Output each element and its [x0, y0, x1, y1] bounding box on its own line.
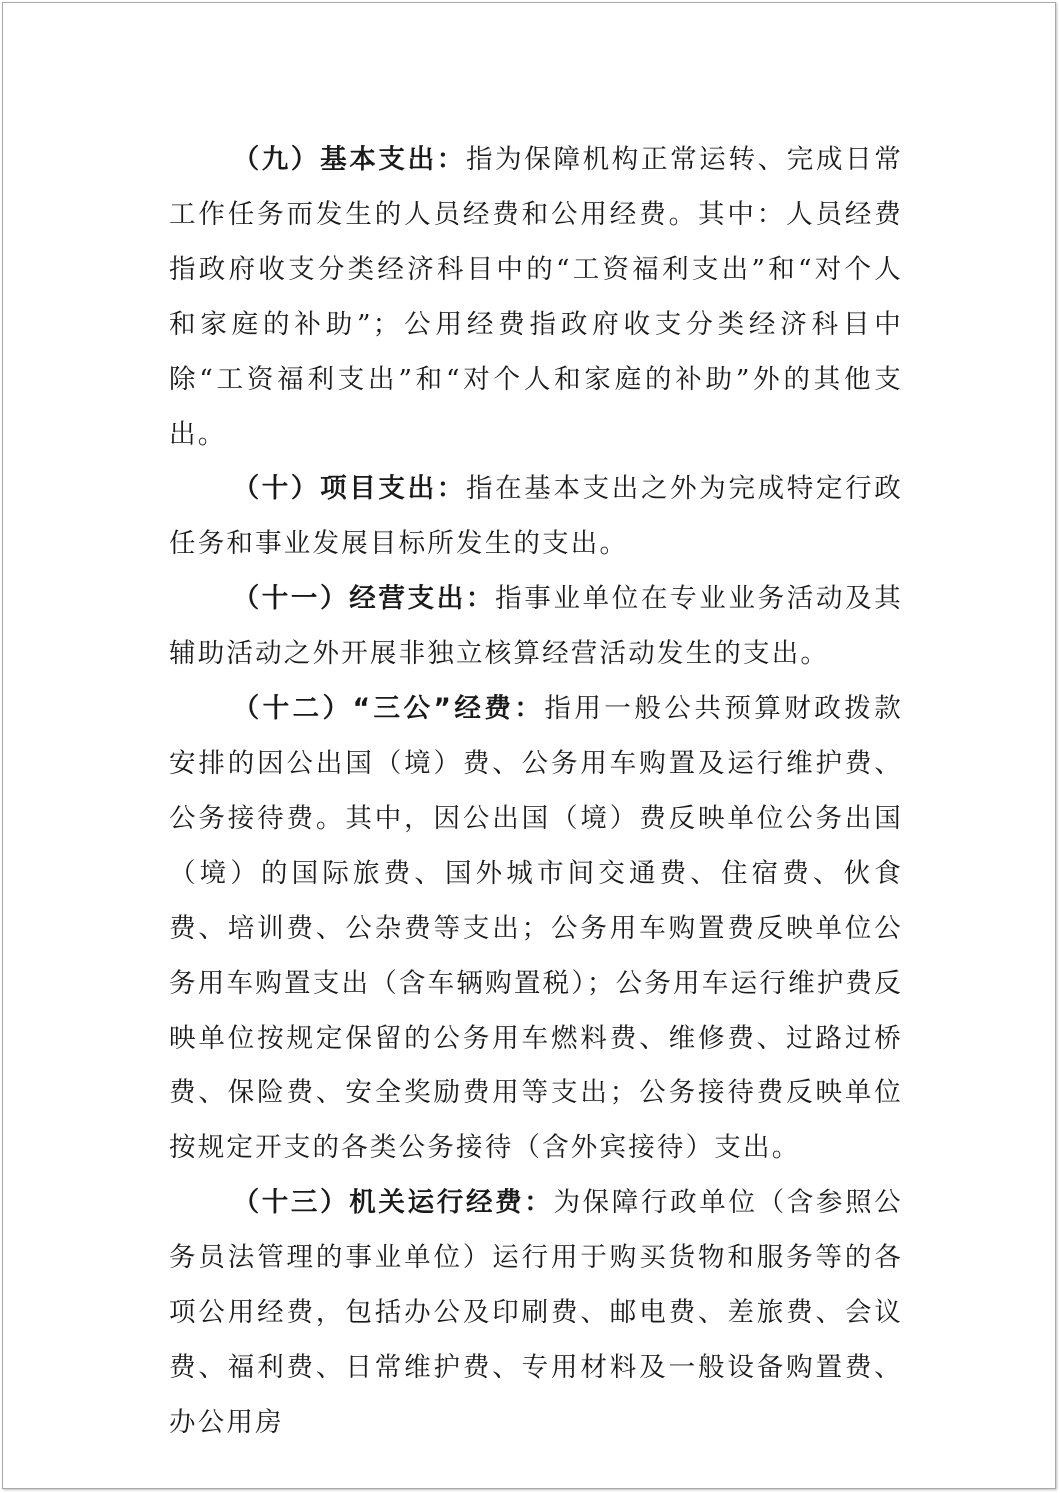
definition-agency-operating-funds: 为保障行政单位（含参照公务员法管理的事业单位）运行用于购买货物和服务等的各项公用经费，包括办公及印刷费、邮电费、差旅费、会议费、福利费、日常维护费、专用材料及一般设备购置费、办公用房 — [169, 1187, 904, 1438]
term-agency-operating-funds: （十三）机关运行经费： — [232, 1187, 554, 1219]
definition-three-public-expenses: 指用一般公共预算财政拨款安排的因公出国（境）费、公务用车购置及运行维护费、公务接待费。其中，因公出国（境）费反映单位公务出国（境）的国际旅费、国外城市间交通费、住宿费、伙食费、培训费、公杂费等支出；公务用车购置费反映单位公务用车购置支出（含车辆购置税）；公务用车运行维护费反映单位按规定保留的公务用车燃料费、维修费、过路过桥费、保险费、安全奖励费用等支出；公务接待费反映单位按规定开支的各类公务接待（含外宾接待）支出。 — [169, 693, 903, 1164]
term-project-expenditure: （十）项目支出： — [232, 473, 466, 505]
paragraph-operating-expenditure — [169, 572, 903, 682]
term-basic-expenditure: （九）基本支出： — [232, 144, 466, 175]
term-operating-expenditure: （十一）经营支出： — [232, 583, 496, 615]
definition-basic-expenditure: 指为保障机构正常运转、完成日常工作任务而发生的人员经费和公用经费。其中：人员经费指政府收支分类经济科目中的“工资福利支出”和“对个人和家庭的补助”；公用经费指政府收支分类经济科目中除“工资福利支出”和“对个人和家庭的补助”外的其他支出。 — [169, 144, 904, 450]
paragraph-three-public-expenses — [169, 682, 903, 1176]
definition-project-expenditure: 指在基本支出之外为完成特定行政任务和事业发展目标所发生的支出。 — [169, 473, 904, 560]
term-three-public-expenses: （十二）“三公”经费： — [232, 693, 545, 725]
document-page — [2, 2, 1056, 1489]
paragraph-basic-expenditure — [169, 133, 903, 462]
document-body — [169, 133, 903, 1451]
paragraph-project-expenditure — [169, 462, 903, 572]
paragraph-agency-operating-funds — [169, 1176, 903, 1451]
definition-operating-expenditure: 指事业单位在专业业务活动及其辅助活动之外开展非独立核算经营活动发生的支出。 — [169, 583, 903, 670]
